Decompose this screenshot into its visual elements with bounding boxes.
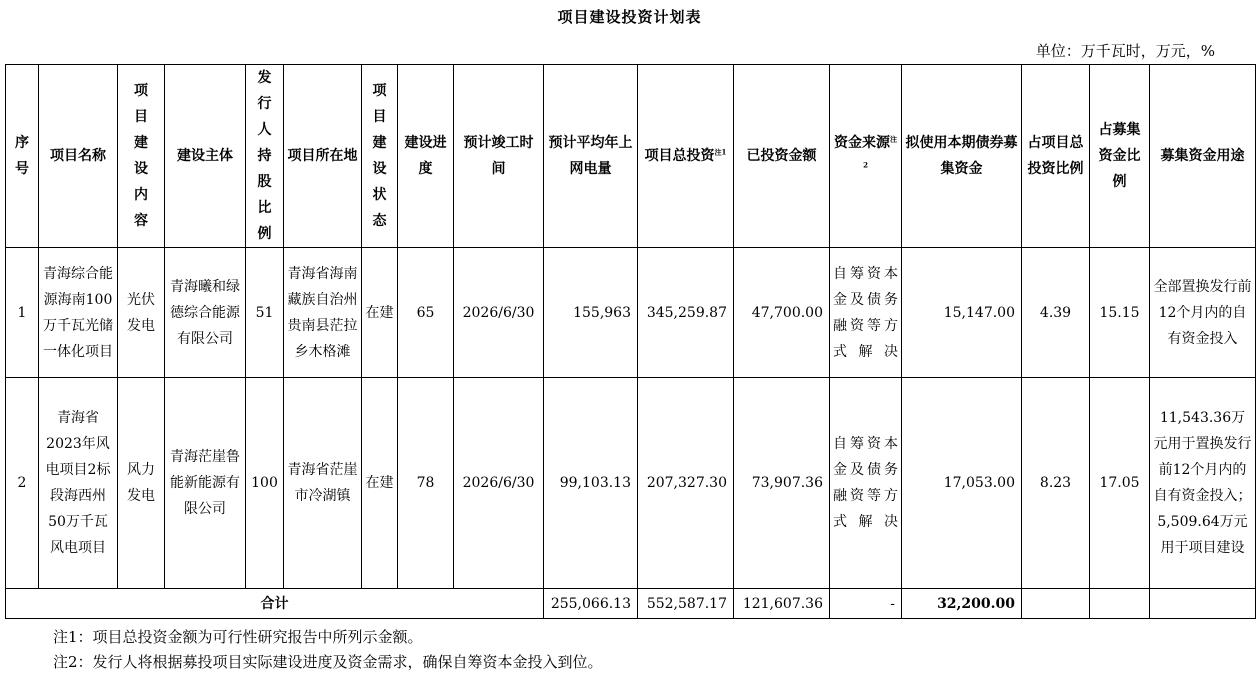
cell-raise-ratio: 17.05 <box>1090 378 1150 589</box>
header-ratio: 发行人持股比例 <box>246 65 284 248</box>
header-name: 项目名称 <box>39 65 118 248</box>
table-row <box>6 248 1256 378</box>
cell-fund-source: 自筹资本金及债务融资等方式解决 <box>830 248 902 378</box>
cell-total-invest: 207,327.30 <box>638 378 734 589</box>
cell-raise: 17,053.00 <box>902 378 1022 589</box>
cell-use: 11,543.36万元用于置换发行前12个月内的自有资金投入；5,509.64万元用于项目建设 <box>1150 378 1256 589</box>
cell-invested: 73,907.36 <box>734 378 830 589</box>
total-raise-ratio <box>1090 589 1150 619</box>
footnote-2: 注2：发行人将根据募投项目实际建设进度及资金需求，确保自筹资本金投入到位。 <box>53 653 603 671</box>
table-header-row <box>6 65 1256 248</box>
total-invested: 121,607.36 <box>734 589 830 619</box>
cell-invest-ratio: 4.39 <box>1022 248 1090 378</box>
total-raise: 32,200.00 <box>902 589 1022 619</box>
total-fund-source: - <box>830 589 902 619</box>
total-power: 255,066.13 <box>544 589 638 619</box>
header-seq: 序号 <box>6 65 39 248</box>
cell-fund-source: 自筹资本金及债务融资等方式解决 <box>830 378 902 589</box>
cell-power: 155,963 <box>544 248 638 378</box>
footnote-1: 注1：项目总投资金额为可行性研究报告中所列示金额。 <box>53 628 423 646</box>
unit-label: 单位：万千瓦时，万元，% <box>1035 42 1215 60</box>
cell-name: 青海综合能源海南100万千瓦光储一体化项目 <box>39 248 118 378</box>
cell-content: 风力发电 <box>118 378 165 589</box>
cell-completion: 2026/6/30 <box>454 378 544 589</box>
cell-completion: 2026/6/30 <box>454 248 544 378</box>
table-row <box>6 378 1256 589</box>
total-use <box>1150 589 1256 619</box>
header-completion: 预计竣工时间 <box>454 65 544 248</box>
header-status: 项目建设状态 <box>362 65 398 248</box>
cell-ratio: 51 <box>246 248 284 378</box>
header-invested: 已投资金额 <box>734 65 830 248</box>
cell-content: 光伏发电 <box>118 248 165 378</box>
cell-power: 99,103.13 <box>544 378 638 589</box>
note-marker-1: 注1 <box>714 147 727 157</box>
cell-invested: 47,700.00 <box>734 248 830 378</box>
header-total-invest: 项目总投资$^{注1}$ <box>638 65 734 248</box>
cell-seq: 2 <box>6 378 39 589</box>
header-entity: 建设主体 <box>165 65 246 248</box>
cell-progress: 65 <box>398 248 454 378</box>
header-raise: 拟使用本期债券募集资金 <box>902 65 1022 248</box>
cell-raise: 15,147.00 <box>902 248 1022 378</box>
cell-use: 全部置换发行前12个月内的自有资金投入 <box>1150 248 1256 378</box>
investment-plan-table <box>5 64 1256 619</box>
cell-location: 青海省海南藏族自治州贵南县茫拉乡木格滩 <box>284 248 362 378</box>
cell-entity: 青海茫崖鲁能新能源有限公司 <box>165 378 246 589</box>
cell-seq: 1 <box>6 248 39 378</box>
cell-name: 青海省2023年风电项目2标段海西州50万千瓦风电项目 <box>39 378 118 589</box>
header-fund-source: 资金来源$^{注2}$ <box>830 65 902 248</box>
cell-invest-ratio: 8.23 <box>1022 378 1090 589</box>
total-row <box>6 589 1256 619</box>
header-progress: 建设进度 <box>398 65 454 248</box>
header-use: 募集资金用途 <box>1150 65 1256 248</box>
cell-status: 在建 <box>362 378 398 589</box>
note-marker-2: 注2 <box>863 134 897 170</box>
cell-location: 青海省茫崖市冷湖镇 <box>284 378 362 589</box>
header-raise-ratio: 占募集资金比例 <box>1090 65 1150 248</box>
cell-progress: 78 <box>398 378 454 589</box>
header-power: 预计平均年上网电量 <box>544 65 638 248</box>
cell-raise-ratio: 15.15 <box>1090 248 1150 378</box>
cell-entity: 青海曦和绿德综合能源有限公司 <box>165 248 246 378</box>
cell-status: 在建 <box>362 248 398 378</box>
total-label: 合计 <box>6 589 544 619</box>
header-location: 项目所在地 <box>284 65 362 248</box>
total-total-invest: 552,587.17 <box>638 589 734 619</box>
cell-ratio: 100 <box>246 378 284 589</box>
header-content: 项目建设内容 <box>118 65 165 248</box>
total-invest-ratio <box>1022 589 1090 619</box>
page-title: 项目建设投资计划表 <box>557 8 702 26</box>
header-invest-ratio: 占项目总投资比例 <box>1022 65 1090 248</box>
cell-total-invest: 345,259.87 <box>638 248 734 378</box>
